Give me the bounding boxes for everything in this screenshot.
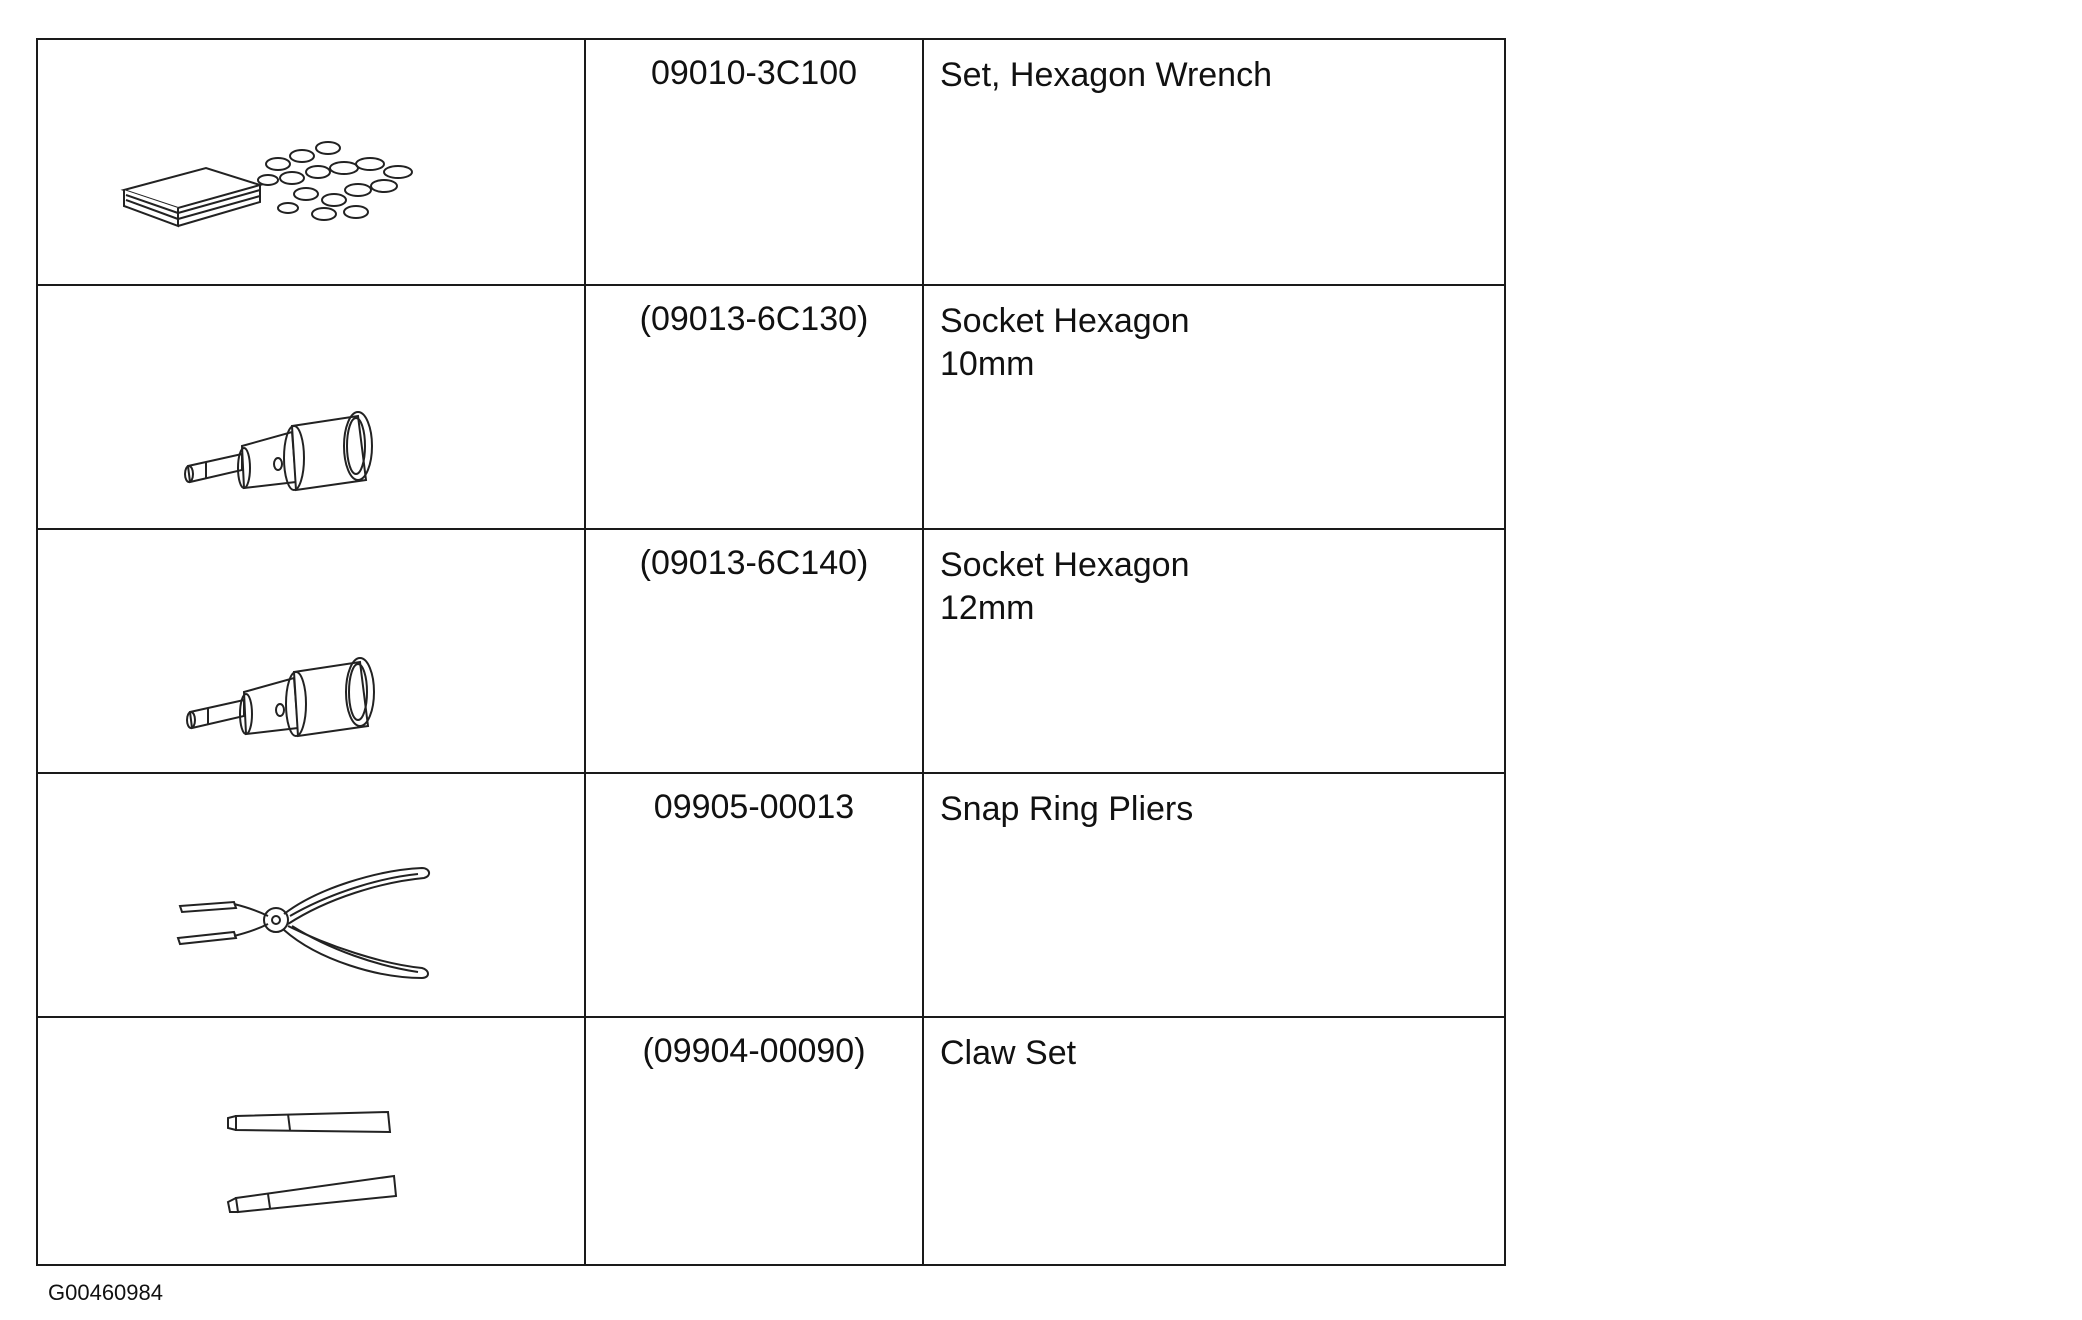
table-row — [38, 284, 1504, 528]
claw-set-icon — [38, 1018, 584, 1268]
snap-ring-pliers-icon — [38, 774, 584, 1018]
part-number: (09013-6C140) — [584, 530, 922, 772]
table-row — [38, 772, 1504, 1016]
tool-name-line: Snap Ring Pliers — [940, 790, 1194, 828]
table-row — [38, 1016, 1504, 1266]
illustration-cell — [38, 530, 584, 772]
illustration-cell — [38, 774, 584, 1016]
part-number: (09904-00090) — [584, 1018, 922, 1266]
illustration-cell — [38, 1018, 584, 1266]
tool-name — [922, 286, 1504, 528]
tool-name-line: Socket Hexagon — [940, 546, 1190, 584]
tool-name-line: Socket Hexagon — [940, 302, 1190, 340]
illustration-cell — [38, 286, 584, 528]
tool-name-line: Claw Set — [940, 1034, 1077, 1072]
special-tools-table — [36, 38, 1506, 1266]
socket-hexagon-icon — [38, 530, 584, 774]
tool-name — [922, 774, 1504, 1016]
part-number: 09905-00013 — [584, 774, 922, 1016]
hexagon-wrench-set-icon — [38, 40, 584, 284]
part-number: (09013-6C130) — [584, 286, 922, 528]
tool-name — [922, 530, 1504, 772]
tool-name — [922, 40, 1504, 284]
tool-name — [922, 1018, 1504, 1266]
tool-name-line: 12mm — [940, 589, 1035, 627]
socket-hexagon-icon — [38, 286, 584, 530]
part-number: 09010-3C100 — [584, 40, 922, 284]
table-row — [38, 40, 1504, 284]
tool-name-line: 10mm — [940, 345, 1035, 383]
tool-name-line: Set, Hexagon Wrench — [940, 56, 1272, 94]
illustration-cell — [38, 40, 584, 284]
figure-code: G00460984 — [48, 1280, 163, 1305]
table-row — [38, 528, 1504, 772]
